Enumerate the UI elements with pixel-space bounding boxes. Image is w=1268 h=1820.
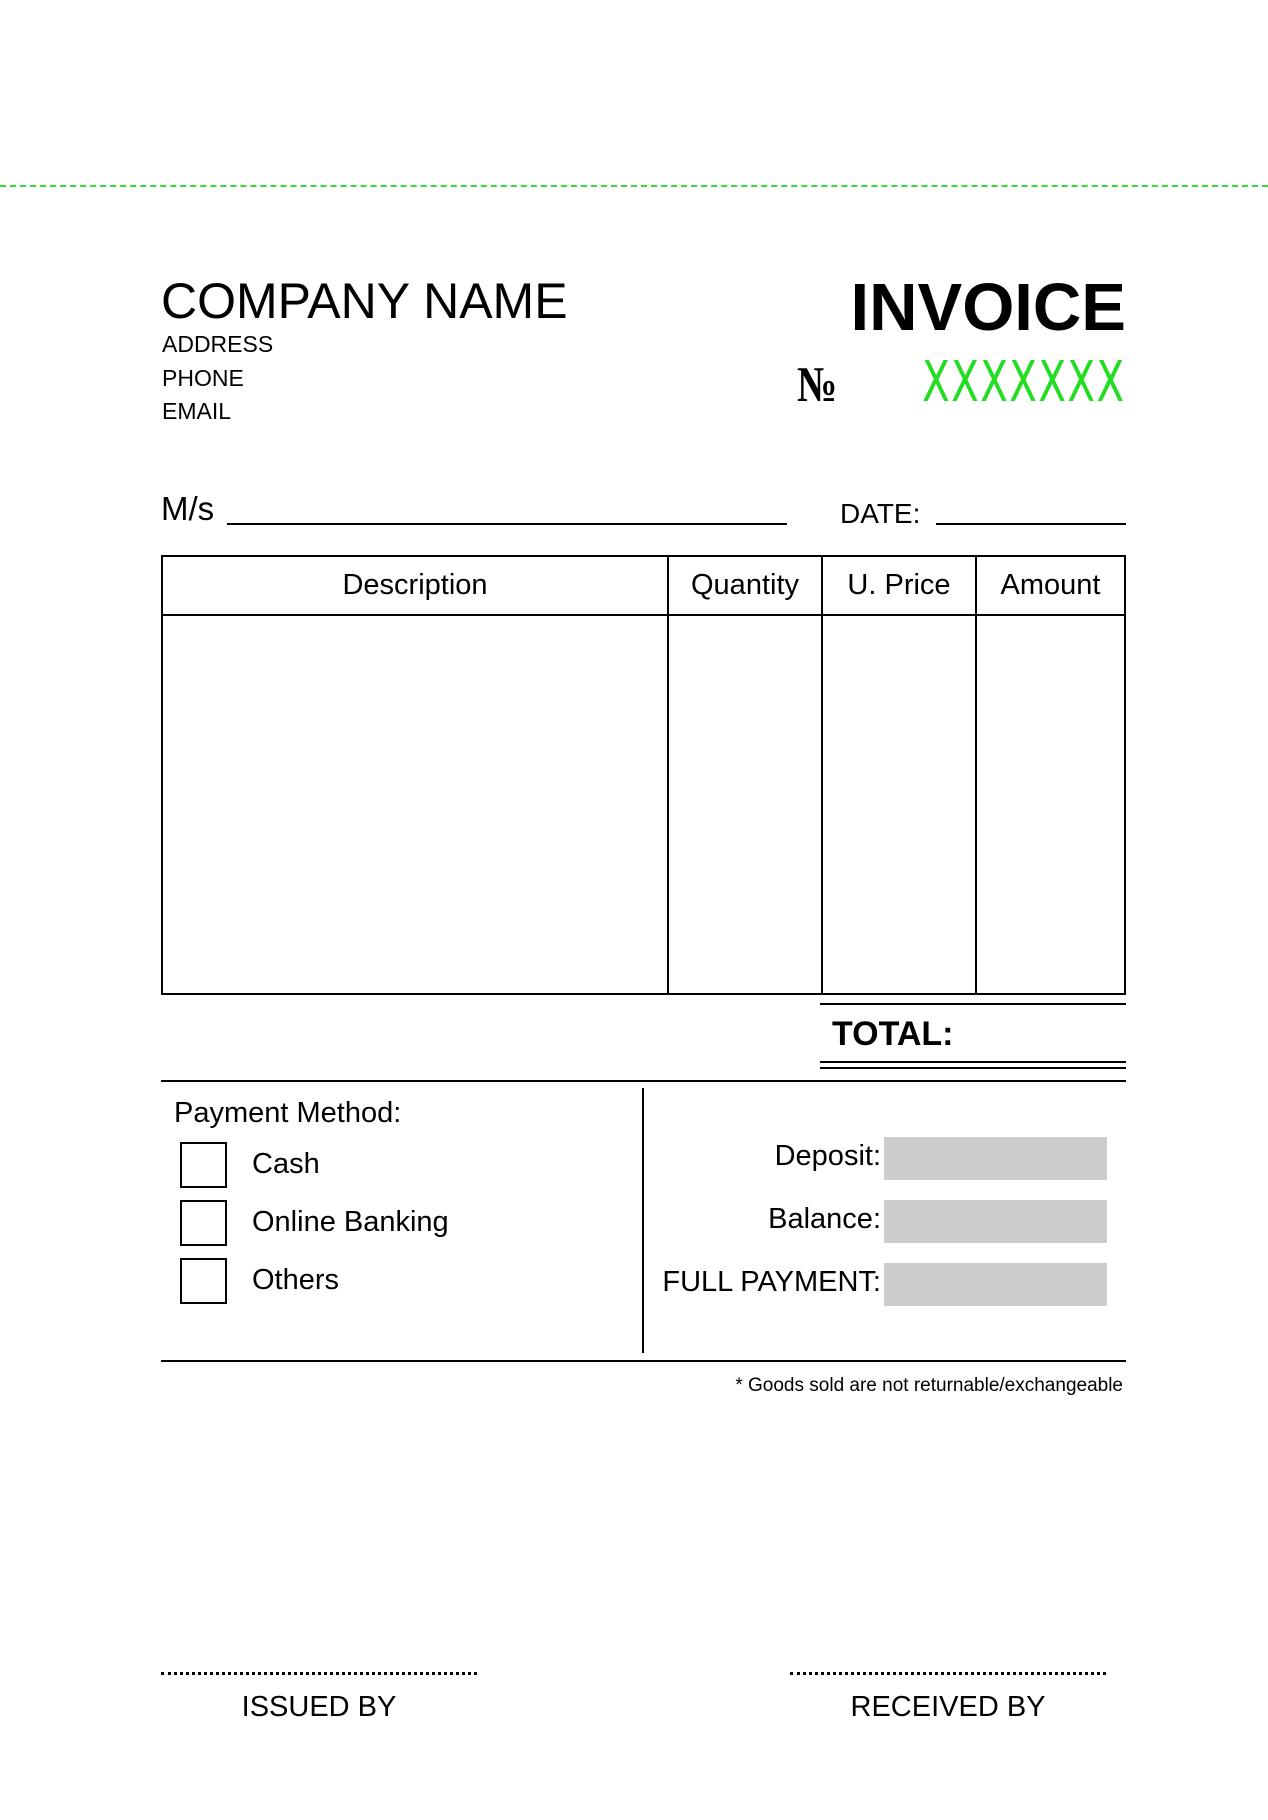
- full-payment-field[interactable]: [884, 1263, 1107, 1306]
- company-address: ADDRESS: [162, 331, 274, 357]
- cash-checkbox[interactable]: [180, 1142, 227, 1188]
- cut-line: [0, 185, 1268, 187]
- payment-divider: [642, 1088, 644, 1353]
- customer-label: M/s: [161, 490, 215, 527]
- deposit-label: Deposit:: [774, 1140, 881, 1172]
- invoice-number-prefix: №: [797, 356, 838, 412]
- issued-by-label: ISSUED BY: [241, 1691, 397, 1723]
- received-by-label: RECEIVED BY: [850, 1691, 1046, 1723]
- issued-by-signature-line[interactable]: [161, 1672, 477, 1675]
- total-label: TOTAL:: [832, 1015, 954, 1053]
- company-name: COMPANY NAME: [161, 273, 568, 329]
- balance-label: Balance:: [768, 1203, 881, 1235]
- column-header-quantity: Quantity: [691, 569, 799, 601]
- total-double-rule: [820, 1061, 1126, 1063]
- column-header-unit-price: U. Price: [847, 569, 951, 601]
- others-checkbox[interactable]: [180, 1258, 227, 1304]
- balance-field[interactable]: [884, 1200, 1107, 1243]
- customer-name-field[interactable]: [227, 523, 787, 525]
- header-divider: [163, 614, 1124, 616]
- cash-label: Cash: [252, 1148, 320, 1180]
- column-header-description: Description: [342, 569, 488, 601]
- total-top-rule: [820, 1003, 1126, 1005]
- column-divider: [821, 557, 823, 993]
- others-label: Others: [252, 1264, 340, 1296]
- company-email: EMAIL: [162, 398, 232, 424]
- date-label: DATE:: [840, 498, 921, 529]
- payment-bottom-rule: [161, 1360, 1126, 1362]
- payment-method-label: Payment Method:: [174, 1097, 402, 1129]
- column-divider: [975, 557, 977, 993]
- company-phone: PHONE: [162, 365, 244, 391]
- online-banking-label: Online Banking: [252, 1206, 449, 1238]
- invoice-number: [787, 350, 1126, 425]
- online-banking-checkbox[interactable]: [180, 1200, 227, 1246]
- deposit-field[interactable]: [884, 1137, 1107, 1180]
- full-payment-label: FULL PAYMENT:: [662, 1266, 881, 1298]
- invoice-title: INVOICE: [850, 270, 1126, 345]
- disclaimer-note: * Goods sold are not returnable/exchangeable: [735, 1375, 1123, 1396]
- received-by-signature-line[interactable]: [790, 1672, 1106, 1675]
- column-divider: [667, 557, 669, 993]
- payment-top-rule: [161, 1080, 1126, 1082]
- date-field[interactable]: [936, 523, 1126, 525]
- total-double-rule: [820, 1067, 1126, 1069]
- column-header-amount: Amount: [1000, 569, 1101, 601]
- invoice-number-value: XXXXXXX: [922, 350, 1126, 415]
- items-table: [161, 555, 1126, 995]
